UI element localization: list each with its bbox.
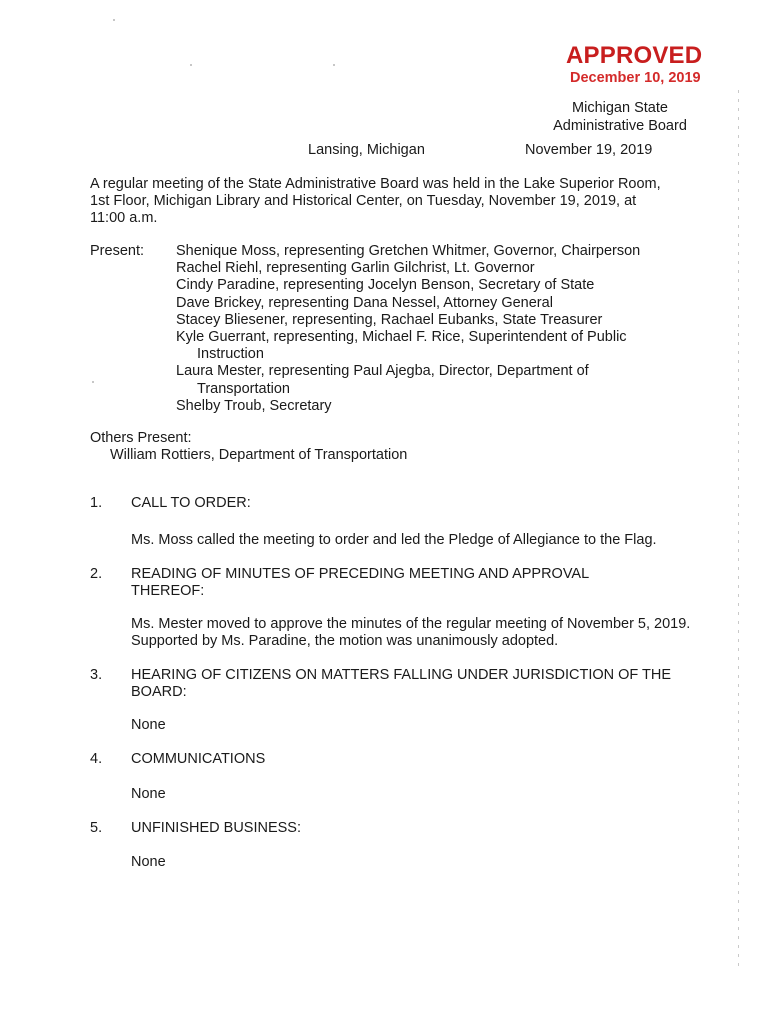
item-heading: COMMUNICATIONS (131, 751, 266, 767)
approval-date: December 10, 2019 (570, 70, 701, 86)
item-number: 3. (90, 667, 103, 683)
attendee-line-continued: Instruction (197, 346, 264, 363)
present-label: Present: (90, 243, 144, 259)
board-name-line: Michigan State (572, 100, 668, 116)
intro-line: 1st Floor, Michigan Library and Historical Center, on Tuesday, November 19, 2019, at (90, 193, 637, 209)
attendee-line: Shenique Moss, representing Gretchen Whitmer, Governor, Chairperson (176, 243, 641, 259)
item-number: 4. (90, 751, 103, 767)
present-list (176, 243, 640, 415)
attendee-line: Laura Mester, representing Paul Ajegba, Director, Department of (176, 363, 589, 380)
intro-paragraph (90, 176, 690, 227)
attendee-line: Stacey Bliesener, representing, Rachael Eubanks, State Treasurer (176, 311, 603, 328)
scan-speck (190, 64, 192, 66)
board-name (540, 99, 700, 135)
item-body-line: Supported by Ms. Paradine, the motion was unanimously adopted. (131, 633, 559, 649)
item-heading (131, 566, 589, 600)
attendee-line: Dave Brickey, representing Dana Nessel, Attorney General (176, 294, 553, 311)
item-heading-line: THEREOF: (131, 583, 205, 599)
item-body (131, 854, 166, 871)
board-name-line: Administrative Board (553, 118, 687, 134)
approved-stamp: APPROVED (566, 42, 703, 69)
scan-speck (113, 19, 115, 21)
item-body-line: None (131, 854, 166, 870)
item-heading: UNFINISHED BUSINESS: (131, 820, 301, 836)
others-present-name: William Rottiers, Department of Transportation (110, 447, 408, 463)
item-body-line: None (131, 786, 166, 802)
attendee-line: Cindy Paradine, representing Jocelyn Benson, Secretary of State (176, 277, 595, 294)
meeting-date: November 19, 2019 (525, 142, 653, 158)
item-body (131, 616, 690, 650)
item-heading-line: BOARD: (131, 684, 187, 700)
intro-line: 11:00 a.m. (90, 210, 158, 226)
item-number: 5. (90, 820, 103, 836)
attendee-line: Kyle Guerrant, representing, Michael F. Rice, Superintendent of Public (176, 329, 627, 346)
item-body (131, 786, 166, 803)
intro-line: A regular meeting of the State Administrative Board was held in the Lake Superior Room, (90, 176, 661, 192)
item-heading-line: HEARING OF CITIZENS ON MATTERS FALLING UNDER JURISDICTION OF THE (131, 667, 672, 683)
item-number: 1. (90, 495, 103, 511)
item-heading: CALL TO ORDER: (131, 495, 251, 511)
item-body (131, 717, 166, 734)
attendee-line-continued: Transportation (197, 380, 290, 397)
scan-speck (92, 381, 94, 383)
attendee-line: Shelby Troub, Secretary (176, 397, 332, 414)
meeting-location: Lansing, Michigan (308, 142, 425, 158)
others-present-label: Others Present: (90, 430, 192, 446)
item-number: 2. (90, 566, 103, 582)
item-body-line: Ms. Mester moved to approve the minutes of the regular meeting of November 5, 2019. (131, 616, 691, 632)
item-body-line: Ms. Moss called the meeting to order and led the Pledge of Allegiance to the Flag. (131, 532, 657, 548)
item-body (131, 532, 657, 549)
scan-edge-line (738, 90, 739, 970)
item-heading (131, 667, 671, 701)
scan-speck (333, 64, 335, 66)
attendee-line: Rachel Riehl, representing Garlin Gilchrist, Lt. Governor (176, 260, 535, 277)
item-heading-line: READING OF MINUTES OF PRECEDING MEETING AND APPROVAL (131, 566, 590, 582)
item-body-line: None (131, 717, 166, 733)
